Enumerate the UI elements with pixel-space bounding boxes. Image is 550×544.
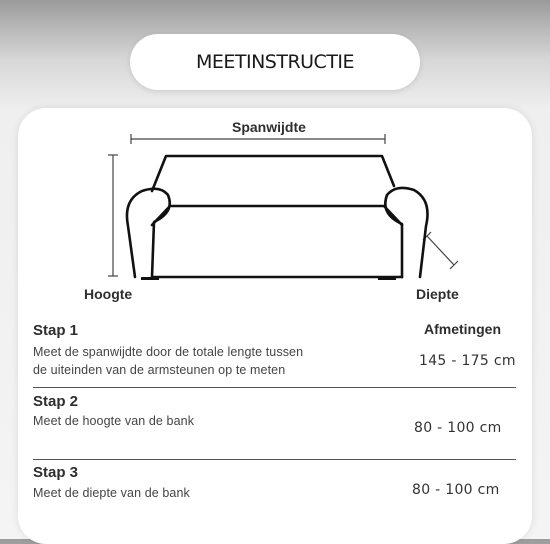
- step-1-description-line-2: de uiteinden van de armsteunen op te meten: [33, 363, 286, 377]
- step-1-measurement: 145 - 175 cm: [419, 353, 516, 369]
- step-2-title: Stap 2: [33, 393, 79, 410]
- height-label: Hoogte: [84, 286, 133, 302]
- page-title: MEETINSTRUCTIE: [130, 34, 420, 90]
- step-3-description-line-1: Meet de diepte van de bank: [33, 486, 190, 500]
- depth-dimension-line: [423, 232, 458, 269]
- divider: [33, 459, 516, 460]
- sofa-outline: [127, 156, 428, 277]
- sofa-leg-left: [141, 277, 159, 280]
- divider: [33, 387, 516, 388]
- step-1-title: Stap 1: [33, 322, 79, 339]
- height-dimension-line: [108, 155, 118, 276]
- sofa-leg-right: [378, 277, 396, 280]
- step-3-measurement: 80 - 100 cm: [412, 482, 500, 498]
- depth-label: Diepte: [416, 286, 459, 302]
- span-label: Spanwijdte: [232, 119, 306, 135]
- step-2-description-line-1: Meet de hoogte van de bank: [33, 414, 195, 428]
- step-3-title: Stap 3: [33, 464, 79, 481]
- step-2-measurement: 80 - 100 cm: [414, 420, 502, 436]
- span-dimension-line: [131, 134, 385, 144]
- step-1-description-line-1: Meet de spanwijdte door de totale lengte tussen: [33, 345, 304, 359]
- measurements-header: Afmetingen: [424, 321, 501, 337]
